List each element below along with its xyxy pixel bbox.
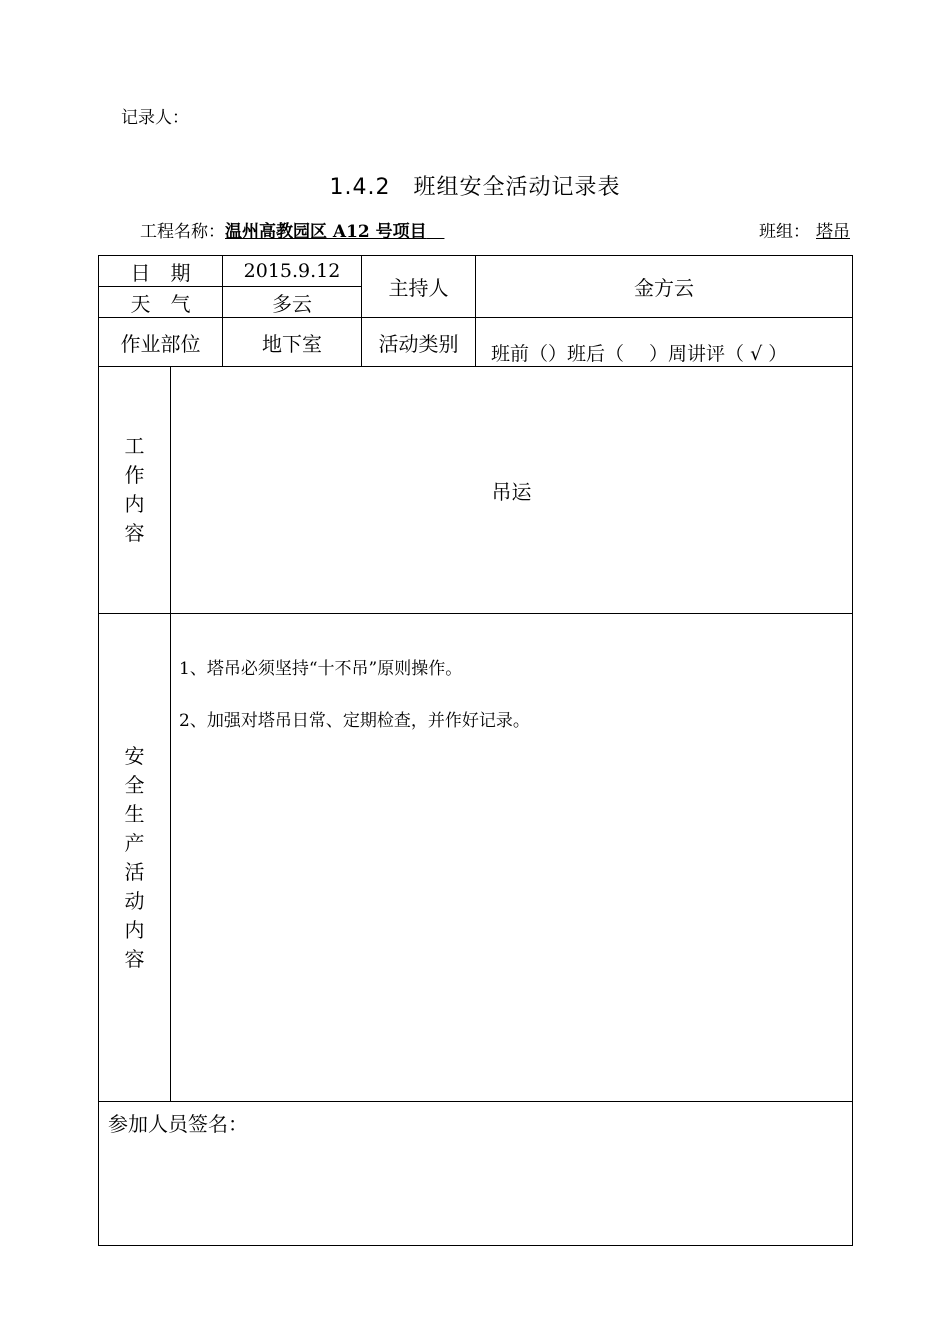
category-value: 班前（）班后（ ）周讲评（ √ ） bbox=[476, 318, 853, 367]
date-value: 2015.9.12 bbox=[223, 256, 362, 287]
participant-signatures: 参加人员签名： bbox=[99, 1102, 853, 1246]
page-title: 1.4.2 班组安全活动记录表 bbox=[329, 175, 621, 200]
recorder-label: 记录人： bbox=[121, 108, 189, 128]
weather-value: 多云 bbox=[223, 287, 362, 318]
team-line bbox=[759, 217, 850, 242]
safety-item: 2、加强对塔吊日常、定期检查，并作好记录。 bbox=[179, 711, 530, 731]
location-value: 地下室 bbox=[223, 318, 362, 367]
project-name: 温州高教园区 A12 号项目 bbox=[225, 222, 427, 242]
work-content-value: 吊运 bbox=[171, 367, 853, 614]
category-label: 活动类别 bbox=[362, 318, 476, 367]
work-content-label: 工 作 内 容 bbox=[99, 367, 171, 614]
team-label: 班组： bbox=[759, 222, 810, 242]
date-label: 日 期 bbox=[99, 256, 223, 287]
safety-content-label: 安 全 生 产 活 动 内 容 bbox=[99, 614, 171, 1102]
team-name: 塔吊 bbox=[816, 222, 850, 242]
safety-activity-table bbox=[98, 255, 853, 1246]
project-label: 工程名称： bbox=[140, 222, 225, 242]
project-line bbox=[140, 217, 444, 242]
safety-item: 1、塔吊必须坚持“十不吊”原则操作。 bbox=[179, 659, 463, 679]
host-value: 金方云 bbox=[476, 256, 853, 318]
location-label: 作业部位 bbox=[99, 318, 223, 367]
host-label: 主持人 bbox=[362, 256, 476, 318]
weather-label: 天 气 bbox=[99, 287, 223, 318]
safety-content-value bbox=[171, 614, 853, 1102]
